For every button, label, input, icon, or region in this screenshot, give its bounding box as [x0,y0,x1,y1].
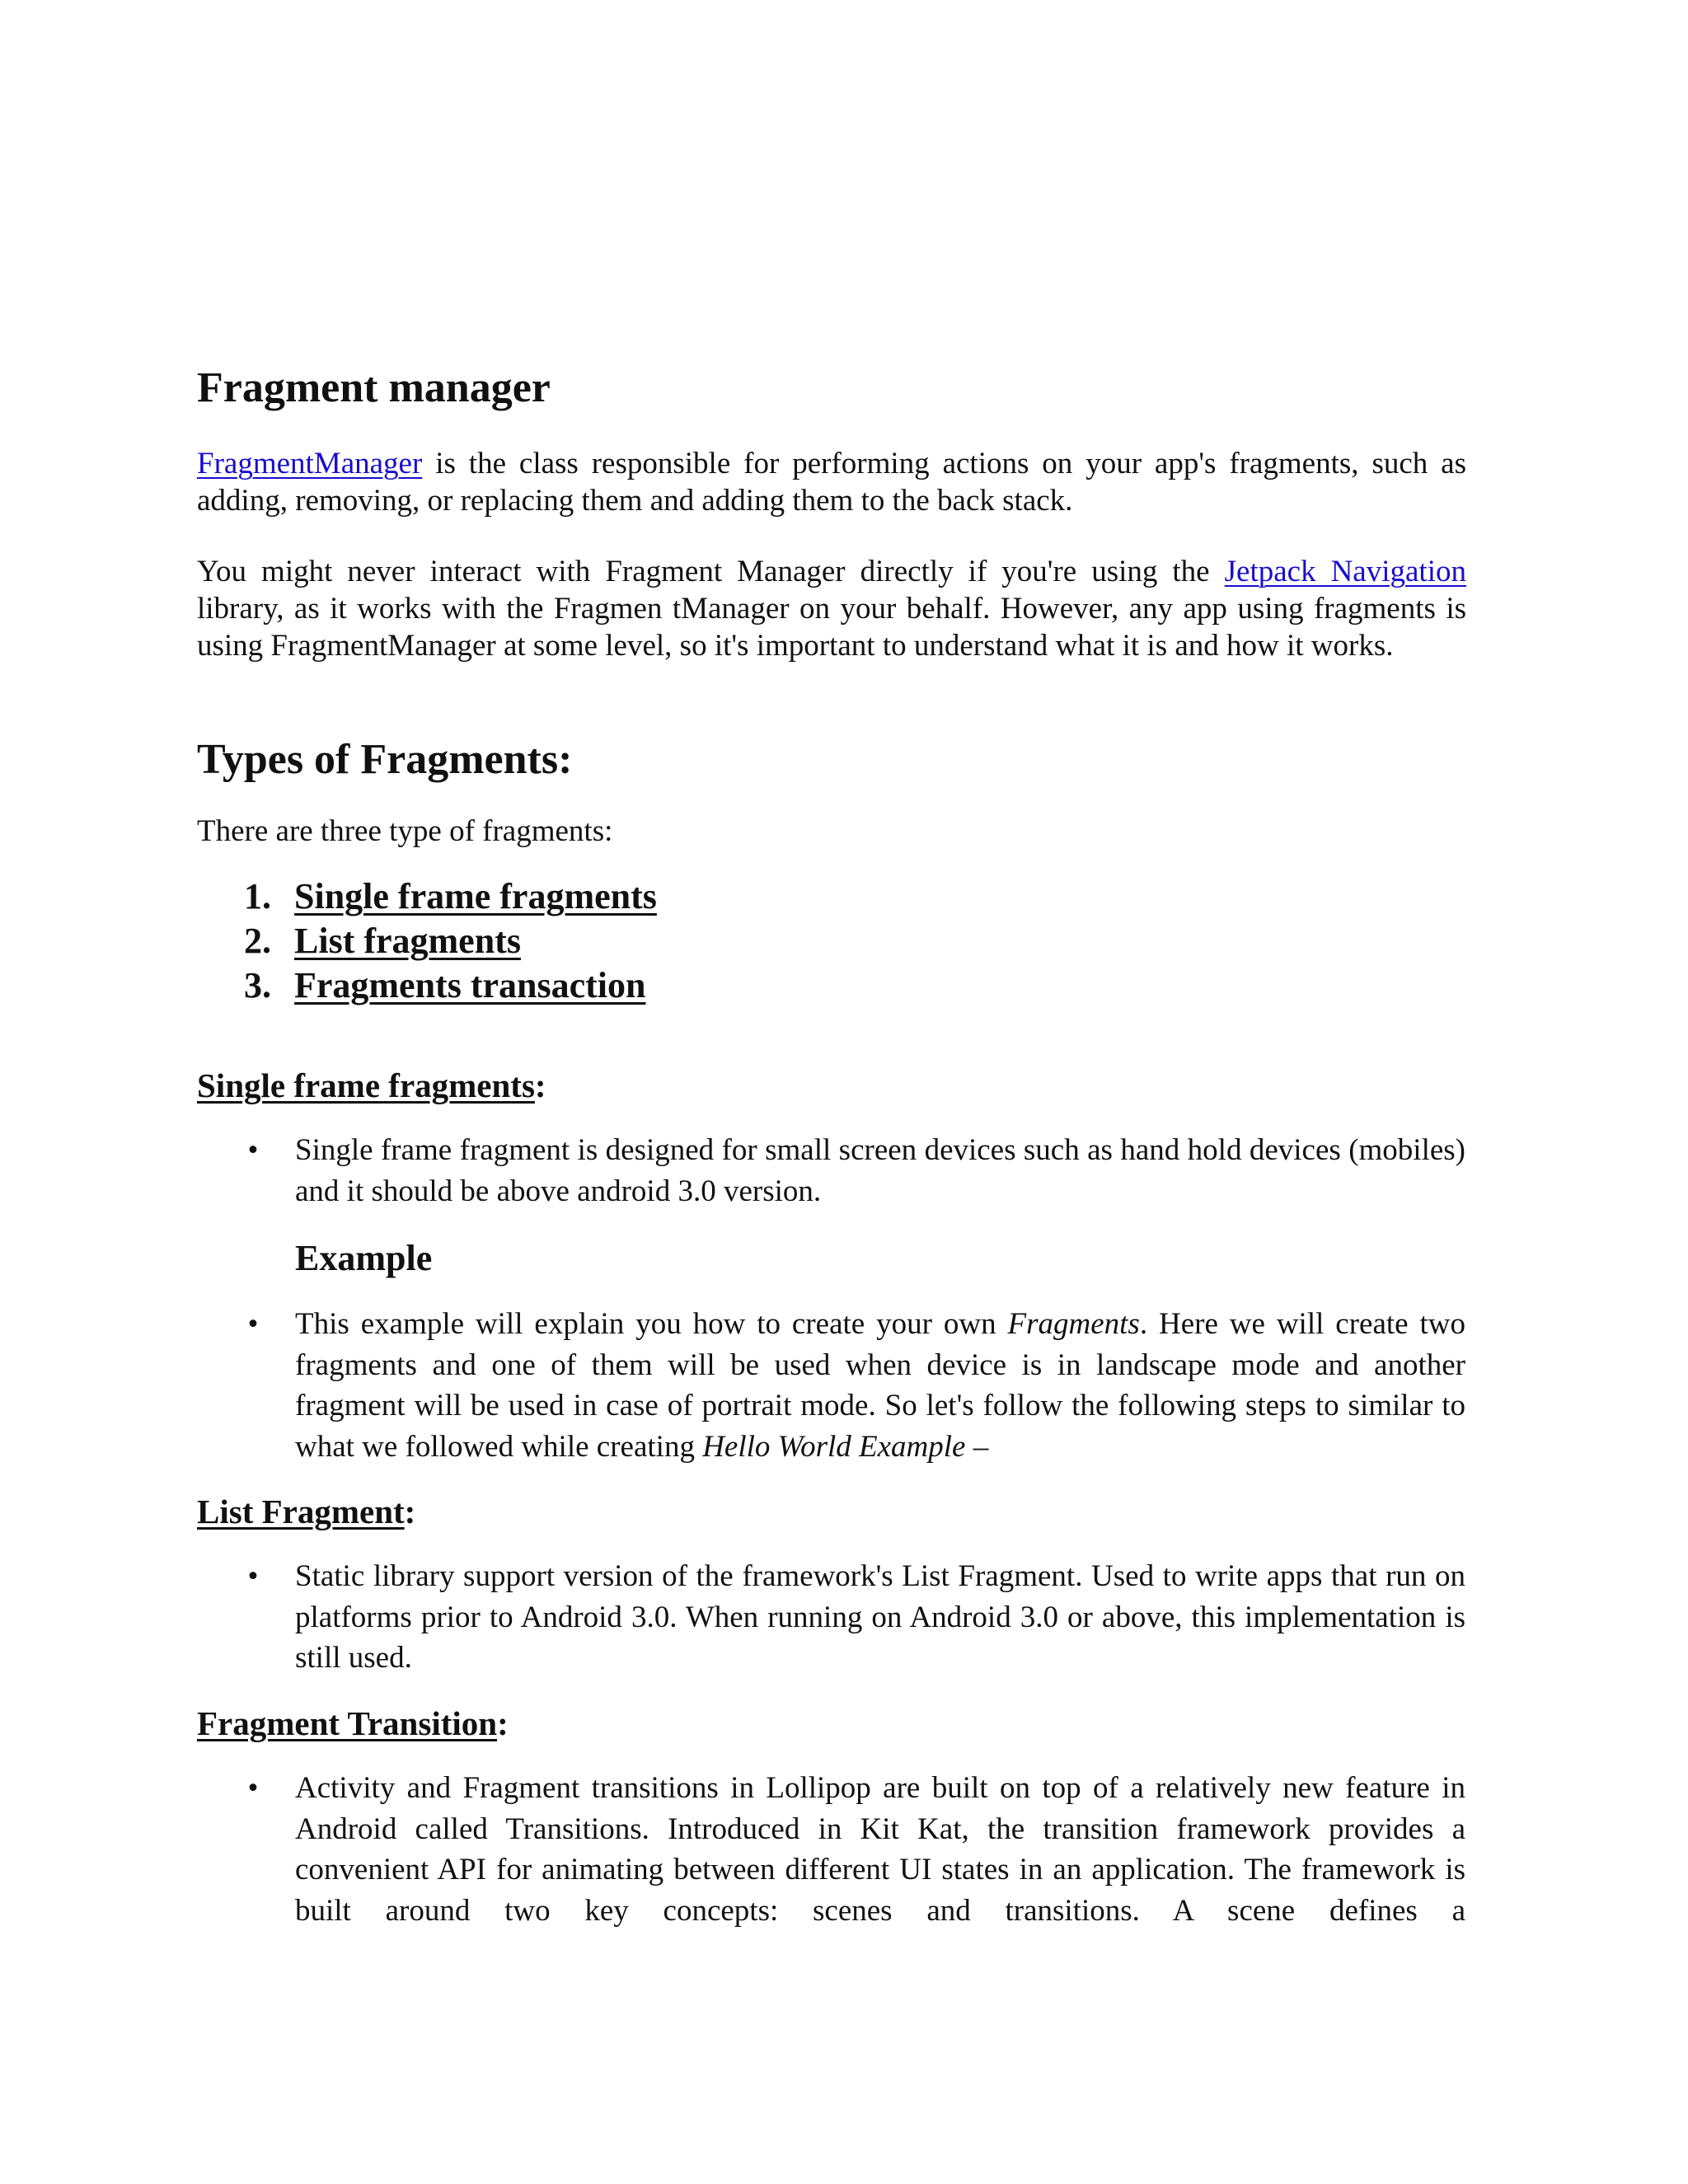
bullet-symbol: • [247,1771,259,1805]
jetpack-navigation-link[interactable]: Jetpack Navigation [1224,555,1466,588]
single-frame-heading-text: Single frame fragments [197,1066,535,1104]
paragraph-fragmentmanager-intro-text: is the class responsible for performing actions on your app's fragments, such as adding, removing, or replacing them and adding them to the back stack. [197,447,1466,518]
bullet-symbol: • [247,1559,259,1593]
list-item [244,963,657,1008]
list-item-number: 3. [244,965,271,1005]
section-title-fragment-manager: Fragment manager [197,364,551,411]
types-ordered-list [244,874,657,1008]
example-italic-fragments: Fragments [1007,1307,1140,1341]
bullet-symbol: • [247,1133,259,1167]
types-intro-text: There are three type of fragments: [197,814,613,848]
example-text-part2: . Here we will create two fragments and one of them will be used when device is in landscape mode and another fragment will be used in case of portrait mode. So let's follow the following steps to similar to what we followed while creating [295,1307,1465,1465]
heading-colon: : [534,1066,546,1104]
list-item-number: 1. [244,876,271,916]
paragraph-navigation-text-after: library, as it works with the Fragmen tManager on your behalf. However, any app using fragments is using FragmentManager at some level, so it's important to understand what it is and how it works. [197,592,1466,663]
fragment-transition-bullet-text: Activity and Fragment transitions in Lollipop are built on top of a relatively new feature in Android called Transitions. Introduced in Kit Kat, the transition framework provides a convenient API for animating between different UI states in an application. The framework is built around two key concepts: scenes and transitions. A scene defines a [295,1771,1465,1929]
fragmentmanager-link[interactable]: FragmentManager [197,447,423,480]
paragraph-navigation-text-before: You might never interact with Fragment Manager directly if you're using the [197,555,1225,588]
list-item [244,874,657,919]
heading-colon: : [497,1704,509,1742]
list-fragment-bullet-text: Static library support version of the framework's List Fragment. Used to write apps that run on platforms prior to Android 3.0. When running on Android 3.0 or above, this implementation is still used. [295,1559,1465,1675]
paragraph-fragmentmanager-navigation [197,553,1466,664]
heading-colon: : [404,1493,416,1530]
example-text-part1: This example will explain you how to create your own [295,1307,1008,1341]
list-item-fragments-transaction: Fragments transaction [294,965,646,1005]
list-item [244,919,657,963]
single-frame-bullet-text: Single frame fragment is designed for small screen devices such as hand hold devices (mobiles) and it should be above android 3.0 version. [295,1133,1465,1208]
example-italic-hello-world: Hello World Example – [702,1430,989,1465]
example-bullet-text [295,1304,1465,1468]
example-heading: Example [295,1238,433,1278]
fragment-transition-heading-text: Fragment Transition [197,1704,498,1742]
section-heading-single-frame-fragments [197,1065,546,1106]
list-item-number: 2. [244,921,271,961]
section-heading-list-fragment [197,1491,415,1532]
list-fragment-heading-text: List Fragment [197,1493,405,1530]
bullet-symbol: • [247,1307,259,1341]
section-title-types-of-fragments: Types of Fragments: [197,736,573,783]
paragraph-fragmentmanager-intro [197,445,1466,519]
list-item-list-fragments: List fragments [294,921,521,961]
list-item-single-frame-fragments: Single frame fragments [294,876,657,916]
section-heading-fragment-transition [197,1703,509,1744]
